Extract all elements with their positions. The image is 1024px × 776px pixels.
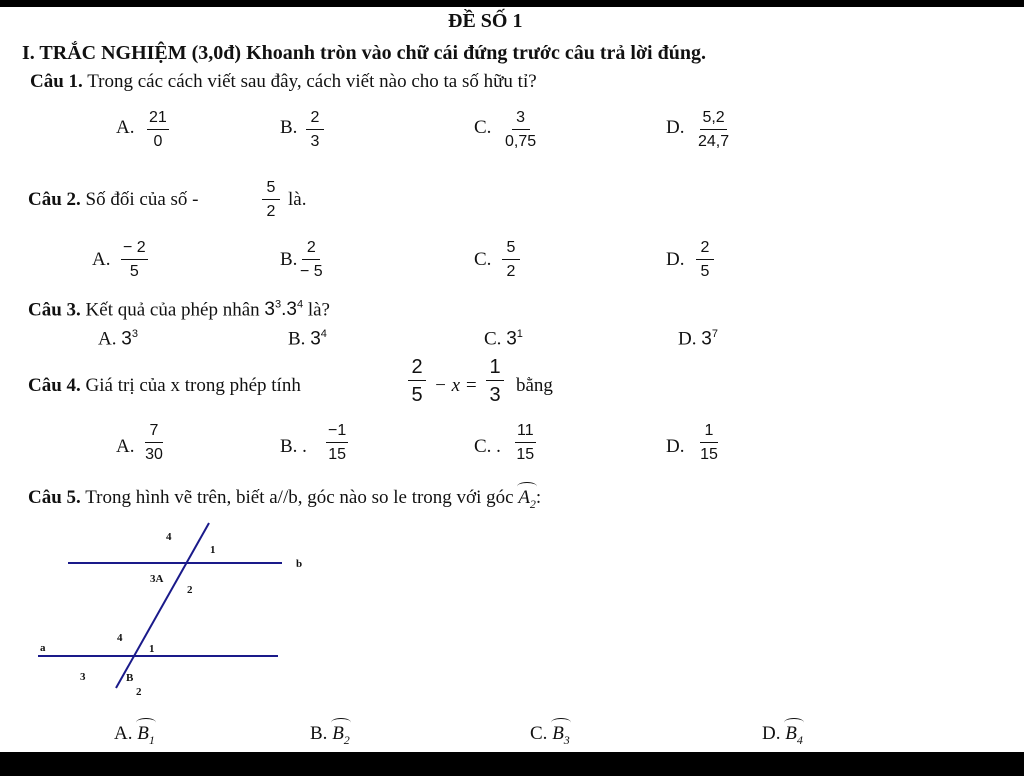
question-3 — [28, 299, 330, 321]
q4-option-d-letter[interactable]: D. — [666, 436, 685, 457]
q4-option-c-letter[interactable]: C. . — [474, 436, 501, 457]
q1-option-b-letter[interactable]: B. — [280, 117, 298, 138]
q4-option-c-fraction[interactable] — [515, 423, 536, 463]
q5-option-c[interactable] — [530, 723, 570, 748]
denominator: 5 — [411, 384, 423, 406]
angle-b1 — [137, 723, 155, 748]
label-a: a — [40, 642, 46, 654]
numerator: −1 — [326, 423, 348, 443]
numerator: 2 — [408, 357, 426, 381]
option-letter: B. — [310, 723, 328, 744]
q3-option-a[interactable] — [98, 328, 138, 350]
numerator: 5,2 — [700, 110, 726, 130]
dot: . — [281, 299, 287, 321]
section-heading: I. TRẮC NGHIỆM (3,0đ) Khoanh tròn vào chữ cái đứng trước câu trả lời đúng. — [22, 42, 706, 64]
numerator: 1 — [700, 423, 718, 443]
numerator: 7 — [145, 423, 163, 443]
exponent: 4 — [296, 299, 304, 311]
q5-option-d[interactable] — [762, 723, 803, 748]
exponent: 3 — [274, 299, 282, 311]
denominator: 5 — [700, 263, 710, 280]
base: 3 — [506, 328, 517, 350]
angle-letter: B — [552, 723, 564, 744]
question-2 — [28, 189, 198, 211]
question-4-fraction-1 — [408, 357, 426, 405]
numerator: 1 — [486, 357, 504, 381]
numerator: 2 — [306, 110, 324, 130]
q1-option-c-letter[interactable]: C. — [474, 117, 492, 138]
question-4-operator: − x = — [434, 375, 478, 396]
question-3-label: Câu 3. — [28, 299, 81, 321]
denominator: 5 — [129, 263, 139, 280]
label-bottom-3: 3 — [80, 671, 86, 683]
angle-subscript: 2 — [343, 732, 350, 747]
exponent: 4 — [320, 328, 327, 340]
question-4-text: Giá trị của x trong phép tính — [85, 375, 301, 396]
exam-title: ĐỀ SỐ 1 — [448, 10, 523, 32]
q2-option-d-fraction[interactable] — [696, 240, 714, 280]
q4-option-d-fraction[interactable] — [700, 423, 718, 463]
angle-letter: B — [137, 723, 149, 744]
denominator: 0 — [153, 133, 163, 150]
label-top-4: 4 — [166, 531, 172, 543]
option-letter: C. — [530, 723, 548, 744]
parallel-lines-figure — [30, 520, 310, 705]
q3-option-b[interactable] — [288, 328, 327, 350]
q1-option-b-fraction[interactable] — [306, 110, 324, 150]
angle-a2 — [518, 487, 536, 512]
q3-option-c[interactable] — [484, 328, 523, 350]
angle-subscript: 4 — [796, 732, 803, 747]
question-4-fraction-2 — [486, 357, 504, 405]
q2-option-c-fraction[interactable] — [502, 240, 520, 280]
denominator: 15 — [700, 446, 718, 463]
denominator: 2 — [506, 263, 516, 280]
question-1-label: Câu 1. — [30, 71, 83, 92]
option-letter: A. — [114, 723, 133, 744]
q4-option-a-letter[interactable]: A. — [116, 436, 135, 457]
angle-letter: B — [785, 723, 797, 744]
angle-b4 — [785, 723, 803, 748]
question-3-text: Kết quả của phép nhân — [85, 299, 260, 321]
q2-option-c-letter[interactable]: C. — [474, 249, 492, 270]
numerator: 5 — [262, 180, 280, 200]
question-5-text: Trong hình vẽ trên, biết a//b, góc nào so le trong với góc — [85, 487, 514, 508]
numerator: 2 — [696, 240, 714, 260]
option-letter: A. — [98, 328, 117, 350]
question-2-fraction — [262, 180, 280, 220]
exponent: 3 — [131, 328, 138, 340]
denominator: 3 — [489, 384, 501, 406]
option-letter: B. — [288, 328, 306, 350]
angle-subscript: 1 — [148, 732, 155, 747]
exponent: 7 — [711, 328, 718, 340]
label-bottom-B: B — [126, 672, 134, 684]
label-top-1: 1 — [210, 544, 216, 556]
q4-option-a-fraction[interactable] — [145, 423, 163, 463]
question-4-label: Câu 4. — [28, 375, 81, 396]
option-letter: D. — [678, 328, 697, 350]
question-5 — [28, 487, 541, 512]
angle-letter: B — [332, 723, 344, 744]
label-bottom-1: 1 — [149, 643, 155, 655]
q2-option-b-letter[interactable]: B. — [280, 249, 298, 270]
q1-option-a-fraction[interactable] — [147, 110, 169, 150]
base: 3 — [121, 328, 132, 350]
base: 3 — [310, 328, 321, 350]
q4-option-b-letter[interactable]: B. . — [280, 436, 307, 457]
question-3-text-after: là? — [307, 299, 330, 321]
option-letter: D. — [762, 723, 781, 744]
exponent: 1 — [516, 328, 523, 340]
angle-b2 — [332, 723, 350, 748]
q5-option-a[interactable] — [114, 723, 155, 748]
denominator: 15 — [516, 446, 535, 463]
base: 3 — [286, 299, 297, 321]
label-bottom-2: 2 — [136, 686, 142, 698]
question-2-label: Câu 2. — [28, 189, 81, 210]
top-border — [0, 0, 1024, 7]
q2-option-a-fraction[interactable] — [121, 240, 148, 280]
label-top-2: 2 — [187, 584, 193, 596]
label-bottom-4: 4 — [117, 632, 123, 644]
base: 3 — [701, 328, 712, 350]
denominator: 15 — [328, 446, 347, 463]
denominator: 2 — [266, 203, 276, 220]
q1-option-d-letter[interactable]: D. — [666, 117, 685, 138]
option-letter: C. — [484, 328, 502, 350]
numerator: 3 — [512, 110, 530, 130]
numerator: 2 — [302, 240, 320, 260]
colon: : — [535, 487, 542, 508]
numerator: − 2 — [121, 240, 148, 260]
q1-option-a-letter[interactable]: A. — [116, 117, 135, 138]
question-1-text: Trong các cách viết sau đây, cách viết nào cho ta số hữu tỉ? — [87, 71, 537, 92]
angle-subscript: 2 — [529, 496, 536, 511]
label-top-3A: 3A — [150, 573, 164, 585]
q2-option-b-fraction[interactable] — [300, 240, 323, 280]
base: 3 — [264, 299, 275, 321]
question-2-text-after: là. — [288, 189, 307, 210]
question-1 — [30, 71, 537, 93]
q3-option-d[interactable] — [678, 328, 718, 350]
denominator: 24,7 — [698, 133, 730, 150]
denominator: − 5 — [300, 263, 323, 280]
question-2-text: Số đối của số - — [85, 189, 199, 210]
q4-option-b-fraction[interactable] — [326, 423, 348, 463]
denominator: 3 — [310, 133, 320, 150]
angle-b3 — [552, 723, 570, 748]
question-4 — [28, 375, 301, 397]
bottom-border — [0, 752, 1024, 776]
q1-option-c-fraction[interactable] — [505, 110, 536, 150]
label-b: b — [296, 558, 303, 570]
numerator: 5 — [502, 240, 520, 260]
angle-subscript: 3 — [563, 732, 570, 747]
angle-letter: A — [518, 487, 530, 508]
denominator: 0,75 — [505, 133, 537, 150]
question-3-expression — [264, 299, 303, 320]
q5-option-b[interactable] — [310, 723, 350, 748]
question-4-text-after: bằng — [516, 375, 553, 396]
numerator: 11 — [515, 423, 536, 443]
denominator: 30 — [145, 446, 163, 463]
transversal-line — [116, 523, 209, 688]
q1-option-d-fraction[interactable] — [698, 110, 729, 150]
numerator: 21 — [147, 110, 169, 130]
q2-option-d-letter[interactable]: D. — [666, 249, 685, 270]
question-5-label: Câu 5. — [28, 487, 81, 508]
q2-option-a-letter[interactable]: A. — [92, 249, 111, 270]
